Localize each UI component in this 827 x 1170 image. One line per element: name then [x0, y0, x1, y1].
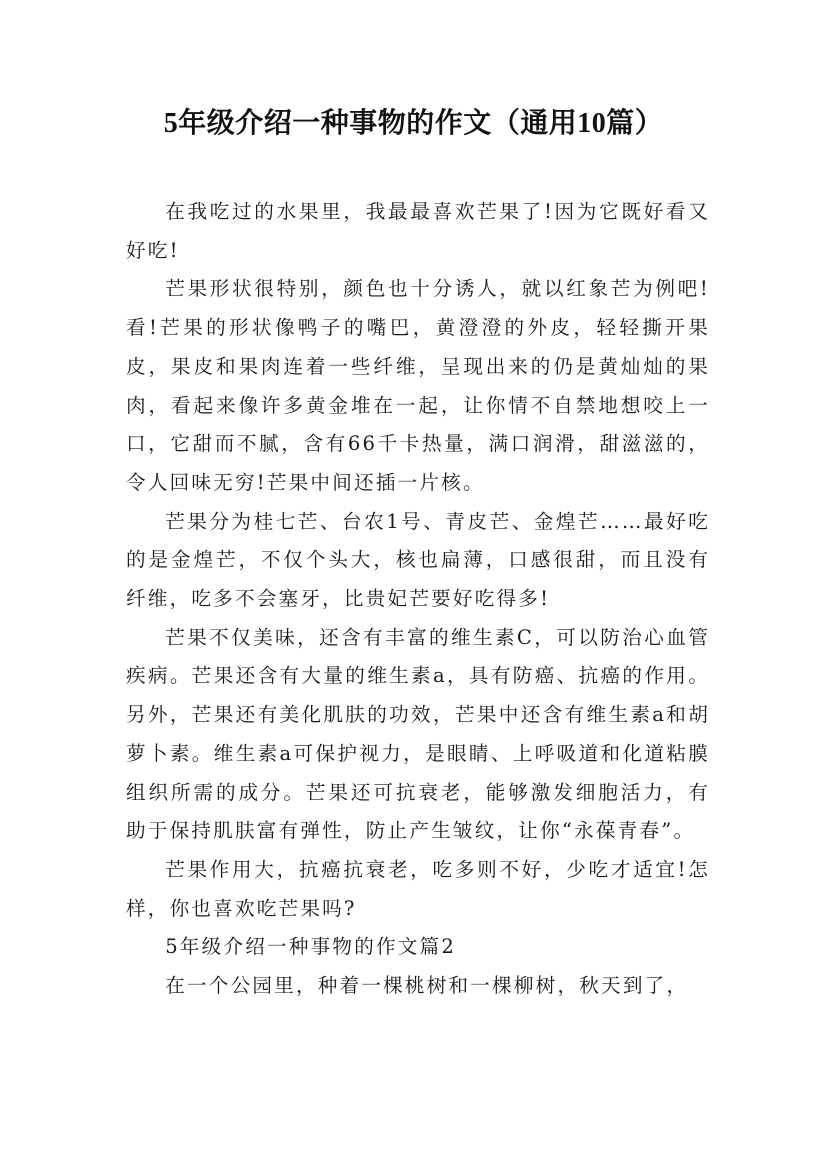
section-subheading: 5年级介绍一种事物的作文篇2 — [165, 935, 457, 959]
paragraph-3: 芒果分为桂七芒、台农1号、青皮芒、金煌芒……最好吃的是金煌芒，不仅个头大，核也扁薄，口感很甜，而且没有纤维，吃多不会塞牙，比贵妃芒要好吃得多! — [126, 509, 710, 611]
paragraph-2: 芒果形状很特别，颜色也十分诱人，就以红象芒为例吧!看!芒果的形状像鸭子的嘴巴，黄澄澄的外皮，轻轻撕开果皮，果皮和果肉连着一些纤维，呈现出来的仍是黄灿灿的果肉，看起来像许多黄金堆在一起，让你情不自禁地想咬上一口，它甜而不腻，含有66千卡热量，满口润滑，甜滋滋的，令人回味无穷!芒果中间还插一片核。 — [126, 277, 710, 494]
paragraph-6: 在一个公园里，种着一棵桃树和一棵柳树，秋天到了， — [165, 974, 689, 998]
paragraph-4: 芒果不仅美味，还含有丰富的维生素C，可以防治心血管疾病。芒果还含有大量的维生素a，具有防癌、抗癌的作用。另外，芒果还有美化肌肤的功效，芒果中还含有维生素a和胡萝卜素。维生素a可保护视力，是眼睛、上呼吸道和化道粘膜组织所需的成分。芒果还可抗衰老，能够激发细胞活力，有助于保持肌肤富有弹性，防止产生皱纹，让你“永葆青春”。 — [126, 625, 710, 843]
paragraph-5: 芒果作用大，抗癌抗衰老，吃多则不好，少吃才适宜!怎样，你也喜欢吃芒果吗? — [126, 857, 710, 920]
paragraph-1: 在我吃过的水果里，我最最喜欢芒果了!因为它既好看又好吃! — [126, 200, 710, 262]
document-body — [126, 193, 710, 1006]
document-title: 5年级介绍一种事物的作文（通用10篇） — [163, 108, 664, 139]
